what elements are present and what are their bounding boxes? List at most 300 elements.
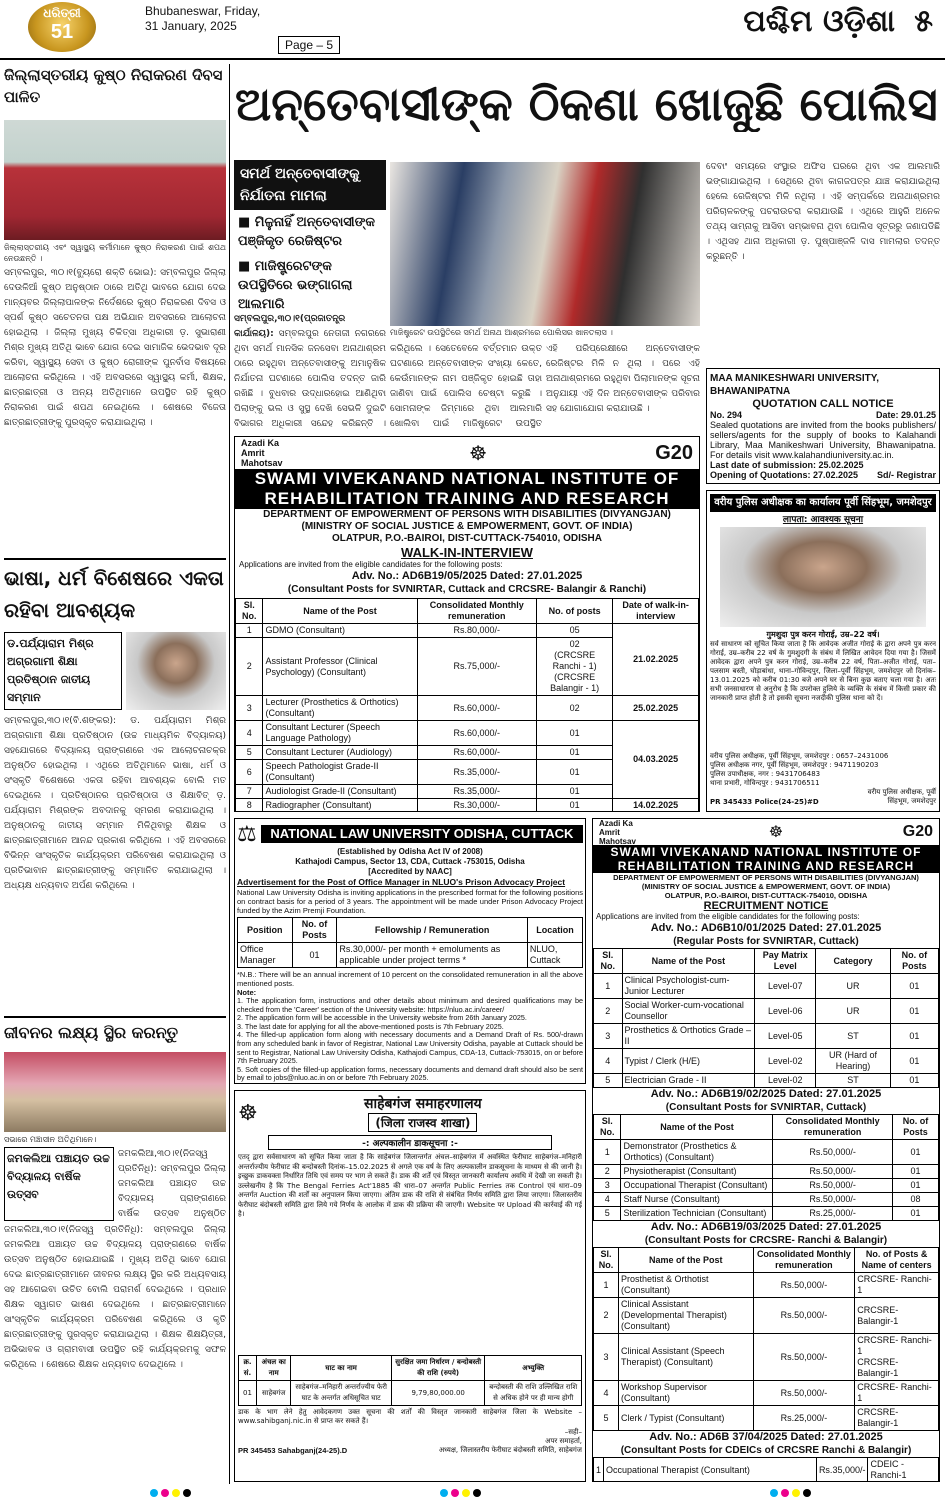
svn2-name-line1: SWAMI VIVEKANAND NATIONAL INSTITUTE OF: [610, 845, 922, 859]
police-caption: गुमशुदा पुत्र करन गोराई, उम्र–22 वर्ष।: [766, 630, 880, 639]
table-header-cell: No. of Posts: [890, 949, 938, 974]
table-row: [594, 1179, 939, 1193]
table-header-cell: Location: [527, 918, 582, 943]
table-cell: Social Worker-cum-vocational Counsellor: [622, 999, 755, 1024]
story3-caption: ସଭାରେ ମଞ୍ଚାସୀନ ଅତିଥିମାନେ।: [4, 1135, 97, 1144]
nluo-address: Kathajodi Campus, Sector 13, CDA, Cuttack -753015, Odisha: [295, 857, 525, 866]
table-cell: GDMO (Consultant): [263, 624, 417, 638]
svn1-dept: DEPARTMENT OF EMPOWERMENT OF PERSONS WITH DISABILITIES (DIVYANGJAN): [263, 509, 671, 520]
table-header-cell: क्र. सं.: [239, 1356, 257, 1381]
nluo-notes-title: Note:: [237, 988, 257, 997]
table-cell: Workshop Supervisor (Consultant): [618, 1381, 753, 1406]
table-cell: CRCSRE- Balangir-1: [855, 1298, 939, 1334]
table-cell: 01: [536, 746, 612, 760]
svn1-adv-no: Adv. No.: AD6B19/05/2025 Dated: 27.01.2025: [351, 570, 583, 582]
table-cell: Prosthetist & Orthotist (Consultant): [618, 1273, 753, 1298]
mku-subtitle: QUOTATION CALL NOTICE: [752, 398, 894, 410]
table-cell: 01: [890, 1024, 938, 1049]
nluo-adtitle: Advertisement for the Post of Office Manager in NLUO's Prison Advocacy Project: [237, 877, 566, 887]
table-cell: Electrician Grade - II: [622, 1074, 755, 1088]
table-header-cell: सुरक्षित जमा निर्धारण / बन्दोबस्ती की राशि (रुपये): [391, 1356, 485, 1381]
table-cell: CRCSRE- Ranchi-1 CRCSRE- Balangir-1: [855, 1334, 939, 1381]
svn2-dept: DEPARTMENT OF EMPOWERMENT OF PERSONS WITH DISABILITIES (DIVYANGJAN): [613, 873, 919, 882]
table-cell: 2: [594, 1165, 621, 1179]
nluo-naac: [Accredited by NAAC]: [368, 867, 452, 876]
table-cell: 5: [594, 1406, 619, 1431]
table-cell: UR: [816, 974, 891, 999]
sahib-notice: -: अल्पकालीन डाकसूचना :-: [268, 1135, 552, 1150]
nluo-note-item: 5. Soft copies of the filled-up application forms, necessary documents and demand draft should also be sent by email to jobs@nluo.ac.in on or before 7th February 2025.: [237, 1064, 583, 1083]
sahib-pr: PR 345453 Sahabganj(24-25).D: [238, 1446, 348, 1455]
table-header-cell: अंचल का नाम: [257, 1356, 291, 1381]
table-cell: 1: [594, 1458, 604, 1483]
svn2-adv2: Adv. No.: AD6B19/02/2025 Dated: 27.01.2025: [650, 1088, 882, 1100]
police-head: वरीय पुलिस अधीक्षक का कार्यालय पूर्वी सिंहभूम, जमशेदपुर: [710, 494, 936, 512]
table-header-cell: Fellowship / Remuneration: [337, 918, 528, 943]
table-cell: साहेबगंज–मनिहारी अन्तर्राज्यीय फेरी घाट के अन्तर्गत अधिसूचित घाट: [291, 1381, 391, 1406]
lead-headline: ଅନ୍ତେବାସୀଙ୍କ ଠିକଣା ଖୋଜୁଛି ପୋଲିସ: [235, 77, 938, 131]
sahib-footer: डाक के भाग लेने हेतु आवेदकगण उक्त सूचना की शर्तों की विस्तृत जानकारी साहेबगंज जिला के Website – www.sahibganj.nic.in से प्राप्त कर सकते हैं।: [238, 1408, 582, 1425]
story2-box: ଡ.ପର୍ଯ୍ୟାରାମ ମିଶ୍ର ଅଗ୍ରଗାମୀ ଶିକ୍ଷା ପ୍ରତିଷ୍ଠାନ ଜାତୀୟ ସମ୍ମାନ: [4, 632, 122, 710]
table-header-cell: No. of Posts & Name of centers: [855, 1248, 939, 1273]
lead-body-3: ଏହି ପରିପ୍ରେକ୍ଷୀରେ ଅନ୍ତେବାସୀଙ୍କ ରେଜିଷ୍ଟର ମିଳି ନ ଥିଲା । ପରେ ଏହି ଅନାଥାଶ୍ରମରେ ରହୁଥିବା ପିଲାମାନଙ୍କ ସୂଚନା ଅନୁଯାୟୀ ଏହି ଦିନ ଅନ୍ତେବାସୀଙ୍କ ପରିବାର ସହ ଯୋଗାଯୋଗ କରାଯାଉଛି ।: [546, 344, 700, 414]
mku-last-date: Last date of submission: 25.02.2025: [710, 460, 864, 470]
header-rule: [0, 58, 945, 60]
table-cell: 01: [890, 999, 938, 1024]
table-row: [594, 1298, 939, 1334]
table-cell: 7: [236, 785, 263, 799]
table-cell: Rs.50,000/-: [753, 1273, 855, 1298]
table-row: [594, 1074, 939, 1088]
police-pr: PR 345433 Police(24-25)#D: [710, 798, 819, 806]
registration-dot: [183, 1489, 191, 1497]
table-cell: 4: [594, 1193, 621, 1207]
table-cell: Level-02: [755, 1074, 816, 1088]
table-cell: 02: [536, 696, 612, 721]
table-row: [594, 1381, 939, 1406]
table-cell: 2: [236, 638, 263, 696]
table-cell: Lecturer (Prosthetics & Orthotics) (Consultant): [263, 696, 417, 721]
table-header-cell: Position: [238, 918, 293, 943]
nluo-note-item: [237, 1083, 583, 1084]
table-header-cell: Pay Matrix Level: [755, 949, 816, 974]
mku-title: MAA MANIKESHWARI UNIVERSITY, BHAWANIPATNA: [710, 373, 880, 397]
sahib-sub: (जिला राजस्व शाखा): [368, 1113, 477, 1132]
table-cell: Level-07: [755, 974, 816, 999]
nluo-note-item: 3. The last date for applying for all the above-mentioned posts is 7th February 2025.: [237, 1021, 504, 1031]
table-cell: 2: [594, 1298, 619, 1334]
table-cell: Occupational Therapist (Consultant): [621, 1179, 773, 1193]
sahib-table: [238, 1355, 582, 1406]
azadi-logo-2: Azadi Ka Amrit Mahotsav: [599, 818, 636, 846]
table-cell: Rs.25,000/-: [753, 1406, 855, 1431]
story2-headline: ଭାଷା, ଧର୍ମ ବିଶେଷରେ ଏକତା ରହିବା ଆବଶ୍ୟକ: [4, 566, 224, 622]
lead-body-1: [234, 312, 386, 430]
table-cell: Clerk / Typist (Consultant): [618, 1406, 753, 1431]
svn1-name-line1: SWAMI VIVEKANAND NATIONAL INSTITUTE OF: [254, 469, 680, 488]
jharkhand-emblem-icon: ☸: [238, 1100, 258, 1125]
table-row: [594, 999, 939, 1024]
svn2-adv2-sub: (Consultant Posts for SVNIRTAR, Cuttack): [665, 1102, 867, 1113]
lead-body-1-text: ସମ୍ବଲପୁର ନେତାଜୀ ନଗରରେ ଥିବା ସମର୍ଥ ମାନସିକ ଜନସେବା ଅନାଥାଶ୍ରମ ଠାରେ ରହୁଥିବା ଅନ୍ତେବାସୀଙ୍କୁ ଅମାନୁଷିକ ନିର୍ଯାତନା ଘଟଣାରେ ପୋଲିସ ତଦନ୍ତ ଜାରି ରଖିଛି । ବୁଧବାର ଉଦ୍ଧାରହୋଇ ଆଣିଥିବା ପିଲାଙ୍କୁ ଭଲ ଓ ସୁସ୍ଥ ଦେଖି ସେଭଳି ଦୁଇଟି ବିଭାଗର ଅଧିକାରୀ ସନ୍ଦେହ କରିଛନ୍ତି ।: [234, 329, 386, 429]
nluo-intro: National Law University Odisha is inviting applications in the prescribed format for the following positions on contract basis for a period of 3 years. The appointment will be made under Prison Advocacy Project funded by the Azim Premji Foundation.: [237, 888, 584, 915]
table-cell: Audiologist Grade-II (Consultant): [263, 785, 417, 799]
table-cell: 01: [536, 799, 612, 813]
table-cell: 01: [890, 974, 938, 999]
svn1-ministry: (MINISTRY OF SOCIAL JUSTICE & EMPOWERMENT, GOVT. OF INDIA): [301, 521, 633, 532]
police-sub: लापता: आवश्यक सूचना: [782, 515, 864, 525]
table-cell: Rs.50,000/-: [753, 1298, 855, 1334]
registration-dot: [161, 1489, 169, 1497]
table-cell: 1: [594, 974, 623, 999]
table-header-cell: Name of the Post: [622, 949, 755, 974]
lead-highlight-box: [234, 160, 386, 317]
table-cell: बन्दोबस्ती की राशि उल्लिखित राशि से अधिक होने पर ही मान्य होगी: [485, 1381, 582, 1406]
table-header-cell: घाट का नाम: [291, 1356, 391, 1381]
table-header-cell: Sl. No.: [594, 1248, 619, 1273]
column-divider: [229, 64, 230, 1484]
table-cell: Rs.30,000/-: [417, 799, 536, 813]
svn1-adv-sub: (Consultant Posts for SVNIRTAR, Cuttack and CRCSRE- Balangir & Ranchi): [287, 584, 647, 595]
ad-sahibganj: [234, 1090, 586, 1482]
divider: [4, 558, 226, 560]
svn1-invite: Applications are invited from the eligible candidates for the following posts:: [239, 560, 503, 569]
table-cell: 01: [892, 1165, 938, 1179]
nluo-note-item: 2. The application form will be accessible in the University website from 26th January 2025.: [237, 1013, 527, 1023]
logo-anniversary-number: 51: [50, 21, 74, 43]
table-cell: 08: [892, 1193, 938, 1207]
table-header-cell: Consolidated Monthly remuneration: [753, 1248, 855, 1273]
table-cell: 3: [594, 1334, 619, 1381]
table-row: [236, 799, 699, 813]
story3-body-top: ଜମକଲିଆ,୩୦।୧(ନିଜସ୍ୱ ପ୍ରତିନିଧି): ସମ୍ବଲପୁର ଜିଲ୍ଲା ଜମକଲିଆ ପଞ୍ଚାୟତ ଉଚ୍ଚ ବିଦ୍ୟାଳୟ ପ୍ରାଙ୍ଗଣରେ ବାର୍ଷିକ ଉତ୍ସବ ଅନୁଷ୍ଠିତ: [118, 1149, 226, 1219]
sahib-body: एतद् द्वारा सर्वसाधारण को सूचित किया जाता है कि साहेबगंज जिलान्तर्गत अंचल–साहेबगंज में अवस्थित फेरीघाट साहेबगंज–मनिहारी अन्तर्राज्यीय फेरीघाट की बन्दोबस्ती दिनांक–15.02.2025 से अगले एक वर्ष के लिए अल्पकालीन डाकसूचना के माध्यम से की जानी है। इच्छुक डाकवक्ता निर्धारित तिथि एवं समय पर भाग ले सकते हैं। डाक की शर्तें एवं विस्तृत जानकारी कार्यालय अवधि में देखी जा सकती है। उल्लेखनीय है कि The Bengal Ferries Act'1885 की धारा–07 अन्तर्गत Public Ferries तक Control एवं धारा–09 अन्तर्गत Auction की शर्तों का अनुपालन किया जाएगा। अंतिम डाक की राशि से संबंधित निर्णय समिति द्वारा लिया जाएगा। जिलास्तरीय फेरीघाट बंदोबस्ती समिति द्वारा लिये गये निर्णय के आलोक में डाक की प्रक्रिया की जाएगी। Website पर Upload की कार्रवाई की गई है।: [238, 1153, 582, 1218]
table-cell: Level-06: [755, 999, 816, 1024]
table-cell: Sterilization Technician (Consultant): [621, 1207, 773, 1221]
table-cell: 01: [890, 1049, 938, 1074]
nluo-name: NATIONAL LAW UNIVERSITY ODISHA, CUTTACK: [261, 825, 583, 843]
story1-photo: [4, 120, 226, 240]
nluo-note-item: 1. The application form, instructions and other details about minimum and desired qualifications may be checked from the 'Career' section of the University website: https://nluo.ac.in/career/: [237, 996, 583, 1014]
ad-svnirtar-walkin: [234, 436, 700, 812]
table-cell: 01: [892, 1179, 938, 1193]
table-cell: Rs.60,000/-: [417, 721, 536, 746]
interview-date-cell: 14.02.2025: [613, 799, 699, 813]
table-cell: Rs.60,000/-: [417, 746, 536, 760]
svn2-recruit: RECRUITMENT NOTICE: [703, 900, 829, 912]
table-cell: 6: [236, 760, 263, 785]
table-cell: Rs.50,000/-: [773, 1179, 893, 1193]
table-cell: Clinical Assistant (Developmental Therapist) (Consultant): [618, 1298, 753, 1334]
table-cell: Physiotherapist (Consultant): [621, 1165, 773, 1179]
story3-body: ଜମକଲିଆ,୩୦।୧(ନିଜସ୍ୱ ପ୍ରତିନିଧି): ସମ୍ବଲପୁର ଜିଲ୍ଲା ଜମକଲିଆ ପଞ୍ଚାୟତ ଉଚ୍ଚ ବିଦ୍ୟାଳୟ ପ୍ରାଙ୍ଗଣରେ ବାର୍ଷିକ ଉତ୍ସବ ଅନୁଷ୍ଠିତ ହୋଇଯାଇଛି । ମୁଖ୍ୟ ଅତିଥି ଭାବେ ଯୋଗ ଦେଇ ଛାତ୍ରଛାତ୍ରୀମାନେ ଜୀବନର ଲକ୍ଷ୍ୟ ସ୍ଥିର କରି ଅଧ୍ୟବସାୟ ସହ ଆଗେଇବା ଉଚିତ ବୋଲି ପରାମର୍ଶ ଦେଇଥିଲେ । ପ୍ରଧାନ ଶିକ୍ଷକ ସ୍ୱାଗତ ଭାଷଣ ଦେଇଥିଲେ । ଛାତ୍ରଛାତ୍ରୀମାନେ ସାଂସ୍କୃତିକ କାର୍ଯ୍ୟକ୍ରମ ପରିବେଷଣ କରିଥିଲେ ଓ କୃତି ଛାତ୍ରଛାତ୍ରୀଙ୍କୁ ପୁରସ୍କୃତ କରାଯାଇଥିଲା । ଶିକ୍ଷକ ଶିକ୍ଷୟିତ୍ରୀ, ଅଭିଭାବକ ଓ ଗ୍ରାମବାସୀ ଉପସ୍ଥିତ ରହି କାର୍ଯ୍ୟକ୍ରମକୁ ସଫଳ କରିଥିଲେ । ଶେଷରେ ଶିକ୍ଷକ ଧନ୍ୟବାଦ ଦେଇଥିଲେ ।: [4, 1225, 226, 1370]
table-cell: 5: [594, 1074, 623, 1088]
table-cell: Typist / Clerk (H/E): [622, 1049, 755, 1074]
table-cell: Rs.50,000/-: [753, 1334, 855, 1381]
table-cell: NLUO, Cuttack: [527, 943, 582, 968]
table-cell: 8: [236, 799, 263, 813]
table-cell: Rs.50,000/-: [773, 1165, 893, 1179]
nluo-table: [237, 917, 583, 968]
svn1-name: [235, 469, 699, 509]
table-header-cell: Sl. No.: [594, 949, 623, 974]
table-cell: Rs.30,000/- per month + emoluments as applicable under project terms *: [337, 943, 528, 968]
page-label: Page – 5: [278, 36, 340, 54]
mku-date: Date: 29.01.25: [875, 410, 936, 420]
registration-marks-center: [440, 1482, 484, 1492]
svn2-ministry: (MINISTRY OF SOCIAL JUSTICE & EMPOWERMENT, GOVT. OF INDIA): [641, 882, 891, 891]
svn2-adv4-sub: (Consultant Posts for CDEICs of CRCSRE Ranchi & Balangir): [620, 1445, 912, 1456]
registration-dot: [473, 1489, 481, 1497]
emblem-icon: ☸: [469, 442, 488, 465]
table-row: [594, 1273, 939, 1298]
svn2-adv3-sub: (Consultant Posts for CRCSRE- Ranchi & Balangir): [644, 1235, 888, 1246]
table-cell: Radiographer (Consultant): [263, 799, 417, 813]
story3-photo: [4, 1052, 226, 1132]
table-cell: 2: [594, 999, 623, 1024]
table-header-cell: Sl. No.: [594, 1115, 621, 1140]
table-cell: Staff Nurse (Consultant): [621, 1193, 773, 1207]
svn2-address: OLATPUR, P.O.-BAIROI, DIST-CUTTACK-754010, ODISHA: [664, 891, 868, 900]
table-row: [594, 1406, 939, 1431]
table-cell: Rs.35,000/-: [417, 785, 536, 799]
table-cell: 01: [892, 1207, 938, 1221]
lead-body-2: କରିଥିଲେ । ସେତେବେଳେ ବର୍ତ୍ତମାନ ଉକ୍ତ ଘଟଣାରେ ଅନ୍ତେବାସୀଙ୍କ ସଂଖ୍ୟା କେତେ, କେଉଁମାନଙ୍କ ନାମ ପଞ୍ଜିକୃତ ହୋଇଛି ତାହା ଜାଣିବା ପାଇଁ ପୋଲିସ ଚେଷ୍ଟା କରୁଛି । ସୋମନାଙ୍କ ଜିମ୍ମାରେ ଥିବା ଆଲମାରି ଖୋଲିବା ପାଇଁ ମାଜିଷ୍ଟ୍ରେଟ ଉପସ୍ଥିତ: [390, 344, 542, 429]
table-cell: 01: [890, 1074, 938, 1088]
table-cell: साहेबगंज: [257, 1381, 291, 1406]
table-row: [594, 1458, 939, 1483]
nluo-est: (Established by Odisha Act IV of 2008): [337, 847, 483, 856]
story2-body: ସମ୍ବଲପୁର,୩୦।୧(ବି.ଶଙ୍କର): ଡ. ପର୍ଯ୍ୟାରାମ ମିଶ୍ର ଅଗ୍ରଗାମୀ ଶିକ୍ଷା ପ୍ରତିଷ୍ଠାନ (ଉଚ୍ଚ ମାଧ୍ୟମିକ ବିଦ୍ୟାଳୟ) ସହଯୋଗରେ ବିଦ୍ୟାଳୟ ପ୍ରାଙ୍ଗଣରେ ଏକ ଆଲୋଚନାଚକ୍ର ଅନୁଷ୍ଠିତ ହୋଇଥିଲା । ଏଥିରେ ଅତିଥିମାନେ ଭାଷା, ଧର୍ମ ଓ ସଂସ୍କୃତି ବିଶେଷରେ ଏକତା ରହିବା ଆବଶ୍ୟକ ବୋଲି ମତ ଦେଇଥିଲେ । ପ୍ରତିଷ୍ଠାନର ପ୍ରତିଷ୍ଠାତା ଓ ଶିକ୍ଷାବିତ୍ ଡ଼. ପର୍ଯ୍ୟାରାମ ମିଶ୍ରଙ୍କ ଅବଦାନକୁ ସ୍ମରଣ କରାଯାଇଥିଲା । ଅନୁଷ୍ଠାନକୁ ଜାତୀୟ ସମ୍ମାନ ମିଳିଥିବାରୁ ଶିକ୍ଷକ ଓ ଛାତ୍ରଛାତ୍ରୀମାନେ ଆନନ୍ଦ ପ୍ରକାଶ କରିଥିଲେ । ଏହି ଅବସରରେ ବିଭିନ୍ନ ସାଂସ୍କୃତିକ କାର୍ଯ୍ୟକ୍ରମ ପରିବେଷଣ କରାଯାଇଥିଲା ଓ ପ୍ରତିଭାବାନ ଛାତ୍ରଛାତ୍ରୀଙ୍କୁ ସମ୍ମାନିତ କରାଯାଇଥିଲା । ଅଧ୍ୟକ୍ଷ ଧନ୍ୟବାଦ ଅର୍ପଣ କରିଥିଲେ ।: [4, 716, 226, 891]
table-header-cell: No. of Posts: [292, 918, 337, 943]
table-header-cell: No. of Posts: [892, 1115, 938, 1140]
registration-marks-right: [770, 1482, 814, 1492]
table-header-cell: अभ्युक्ति: [485, 1356, 582, 1381]
g20-logo-2: G20: [902, 823, 933, 840]
table-row: [594, 1334, 939, 1381]
table-header-cell: Consolidated Monthly remuneration: [417, 599, 536, 624]
table-header-cell: Name of the Post: [618, 1248, 753, 1273]
registration-dot: [803, 1489, 811, 1497]
table-cell: 02 (CRCSRE Ranchi - 1) (CRCSRE Balangir - 1): [536, 638, 612, 696]
table-cell: ST: [816, 1024, 891, 1049]
table-cell: Level-05: [755, 1024, 816, 1049]
story1-body: ସମ୍ବଲପୁର, ୩୦।୧(ବ୍ୟୁରୋ ଶକ୍ତି ଭୋଇ): ସମ୍ବଲପୁର ଜିଲ୍ଲା ଦେଉଳିଆଁ କୁଷ୍ଠ ଅନୁଷ୍ଠାନ ଠାରେ ଅତିଥି ଭାବରେ ଯୋଗ ଦେଇ ମାନ୍ୟବର ଜିଲ୍ଲାପାଳଙ୍କ ନିର୍ଦେଶରେ କୁଷ୍ଠ ନିରାକରଣ ଦିବସ ଓ ସ୍ପର୍ଶ କୁଷ୍ଠ ସଚେତନତା ପକ୍ଷ ଅଭିଯାନ ଅବସରରେ ଆଲୋଚନା ହୋଇଥିଲା । ଜିଲ୍ଲା ମୁଖ୍ୟ ଚିକିତ୍ସା ଅଧିକାରୀ ଡ଼. ସୁଭାରାଣୀ ମିଶ୍ର ମୁଖ୍ୟ ଅତିଥି ଭାବେ ଯୋଗ ଦେଇ ସାମାଜିକ ଭେଦଭାବ ଦୂର କରିବା, ସ୍ୱାସ୍ଥ୍ୟ ସେବା ଓ କୁଷ୍ଠ ରୋଗୀଙ୍କ ପୁନର୍ବାସ ବିଷୟରେ ଆଲୋଚନା କରିଥିଲେ । ଏହି ଅବସରରେ ସ୍ୱାସ୍ଥ୍ୟ କର୍ମୀ, ଶିକ୍ଷକ, ଛାତ୍ରଛାତ୍ରୀ ଓ ଅନ୍ୟ ଅତିଥିମାନେ ଉପସ୍ଥିତ ରହି କୁଷ୍ଠ ନିରାକରଣ ପାଇଁ ଶପଥ ନେଇଥିଲେ । ଶେଷରେ ବିଜେତା ଛାତ୍ରଛାତ୍ରୀଙ୍କୁ ପୁରସ୍କୃତ କରାଯାଇଥିଲା ।: [4, 268, 226, 428]
svn2-name: [593, 845, 939, 873]
story1-caption: ଜିଲ୍ଲାସ୍ତରୀୟ ଏବଂ ସ୍ୱାସ୍ଥ୍ୟ କର୍ମୀମାନେ କୁଷ୍ଠ ନିରାକରଣ ପାଇଁ ଶପଥ ନେଉଛନ୍ତି ।: [4, 243, 226, 263]
ad-nluo: [234, 818, 586, 1084]
table-cell: 05: [536, 624, 612, 638]
table-cell: Occupational Therapist (Consultant): [604, 1458, 817, 1483]
table-row: [594, 1165, 939, 1179]
table-cell: 3: [594, 1024, 623, 1049]
mku-body: Sealed quotations are invited from the books publishers/ sellers/agents for the supply of books to Kalahandi Library, Maa Manikeshwari University, Bhawanipatna. For details visit www.kalahandiuniversity.ac.in.: [710, 420, 936, 460]
table-cell: 4: [236, 721, 263, 746]
sahib-sign: –सही– अपर समाहर्ता, अध्यक्ष, जिलास्तरीय फेरीघाट बंदोबस्ती समिति, साहेबगंज: [438, 1428, 582, 1454]
table-cell: Consultant Lecturer (Speech Language Pathology): [263, 721, 417, 746]
lead-photo: [390, 162, 700, 326]
svn1-name-line2: REHABILITATION TRAINING AND RESEARCH: [264, 489, 670, 508]
g20-logo: G20: [655, 441, 693, 464]
table-row: [236, 696, 699, 721]
svn2-name-line2: REHABILITATION TRAINING AND RESEARCH: [617, 859, 915, 873]
mku-no: No. 294: [710, 410, 743, 420]
table-row: [594, 1193, 939, 1207]
table-header-cell: Date of walk-in-interview: [613, 599, 699, 624]
ad-police-missing: [706, 490, 940, 812]
table-cell: Assistant Professor (Clinical Psychology) (Consultant): [263, 638, 417, 696]
table-header-cell: Name of the Post: [621, 1115, 773, 1140]
table-cell: Rs.35,000/-: [816, 1458, 868, 1483]
registration-dot: [781, 1489, 789, 1497]
table-row: [594, 974, 939, 999]
nluo-note-item: 4. The filled-up application form along with necessary documents and a Demand Draft of Rs. 500/-drawn from any scheduled bank in favor of Registrar, National Law University Odisha, payable at Cuttack should be sent to Registrar, National Law University Odisha, Kathajodi Campus, CDA-13, Cuttack-753015, on or before 7th February 2025.: [237, 1030, 583, 1066]
svn2-invite: Applications are invited from the eligible candidates for the following posts:: [596, 912, 860, 921]
svn2-adv3: Adv. No.: AD6B19/03/2025 Dated: 27.01.2025: [650, 1221, 882, 1233]
interview-date-cell: 21.02.2025: [613, 624, 699, 696]
table-cell: CRCSRE- Balangir-1: [855, 1406, 939, 1431]
table-header-cell: Category: [816, 949, 891, 974]
lead-dateline: ସମ୍ବଲପୁର,୩୦।୧(ପ୍ରଜାତନ୍ତ୍ର କାର୍ଯାଳୟ):: [234, 314, 346, 339]
registration-dot: [462, 1489, 470, 1497]
table-cell: Rs.50,000/-: [773, 1193, 893, 1207]
ad-mku-quotation: [706, 368, 940, 484]
table-cell: Clinical Psychologist-cum-Junior Lecturer: [622, 974, 755, 999]
emblem-icon-2: ☸: [768, 824, 784, 841]
table-cell: Rs.60,000/-: [417, 696, 536, 721]
table-cell: 1: [236, 624, 263, 638]
table-cell: CDEIC - Ranchi-1: [868, 1458, 939, 1483]
lead-box-head: ସମର୍ଥ ଅନ୍ତେବାସୀଙ୍କୁ ନିର୍ଯାତନା ମାମଲା: [234, 160, 386, 210]
table-cell: 3: [594, 1179, 621, 1193]
table-row: [594, 1207, 939, 1221]
story3-box: ଜମକଲିଆ ପଞ୍ଚାୟତ ଉଚ୍ଚ ବିଦ୍ୟାଳୟ ବାର୍ଷିକ ଉତ୍ସବ: [4, 1147, 114, 1221]
table-cell: UR (Hard of Hearing): [816, 1049, 891, 1074]
table-cell: CRCSRE- Ranchi-1: [855, 1273, 939, 1298]
azadi-logo: Azadi Ka Amrit Mahotsav: [241, 438, 283, 468]
table-header-cell: Sl. No.: [236, 599, 263, 624]
police-sign: वरीय पुलिस अधीक्षक, पूर्वी सिंहभूम, जमशेदपुर: [867, 788, 936, 805]
table-cell: CRCSRE- Ranchi-1: [855, 1381, 939, 1406]
nluo-emblem-icon: ⚖: [237, 821, 257, 846]
svn2-adv1: Adv. No.: AD6B10/01/2025 Dated: 27.01.2025: [650, 922, 882, 934]
svn2-table4: [593, 1457, 939, 1482]
police-contacts: वरीय पुलिस अधीक्षक, पूर्वी सिंहभूम, जमशेदपुर : 0657–2431006 पुलिस अधीक्षक नगर, पूर्वी सिंहभूम, जमशेदपुर : 9471190203 पुलिस उपाधीक्षक, नगर : 9431706483 थाना प्रभारी, गोविन्दपुर : 9431706511: [710, 752, 889, 787]
registration-dot: [770, 1489, 778, 1497]
missing-person-photo: [720, 527, 926, 627]
svn2-adv4: Adv. No.: AD6B 37/04/2025 Dated: 27.01.2025: [649, 1431, 883, 1443]
table-cell: 01: [292, 943, 337, 968]
table-cell: Demonstrator (Prosthetics & Orthotics) (Consultant): [621, 1140, 773, 1165]
table-header-cell: Name of the Post: [263, 599, 417, 624]
nluo-note: *N.B.: There will be an annual increment of 10 percent on the consolidated remuneration in all the above mentioned posts.: [237, 970, 583, 988]
svn2-table3: [593, 1247, 939, 1431]
table-cell: Rs.35,000/-: [417, 760, 536, 785]
registration-dot: [440, 1489, 448, 1497]
nluo-notes: [237, 997, 583, 1084]
dateline: [145, 4, 260, 34]
table-row: [594, 1024, 939, 1049]
table-cell: 1: [594, 1273, 619, 1298]
divider: [4, 1016, 226, 1018]
table-cell: Office Manager: [238, 943, 293, 968]
svn2-adv1-sub: (Regular Posts for SVNIRTAR, Cuttack): [673, 936, 859, 947]
table-cell: UR: [816, 999, 891, 1024]
table-row: [236, 721, 699, 746]
left-column: [4, 64, 226, 1484]
interview-date-cell: 25.02.2025: [613, 696, 699, 721]
table-cell: 01: [536, 721, 612, 746]
table-cell: 01: [536, 785, 612, 799]
sahib-head: साहेबगंज समाहरणालय: [364, 1096, 482, 1112]
interview-date-cell: 04.03.2025: [613, 721, 699, 799]
table-header-cell: Consolidated Monthly remuneration: [773, 1115, 893, 1140]
date-line-2: 31 January, 2025: [145, 19, 237, 33]
table-cell: ST: [816, 1074, 891, 1088]
logo-text: ଧରିତ୍ରୀ: [43, 6, 81, 20]
table-cell: Rs.50,000/-: [753, 1381, 855, 1406]
table-cell: 5: [594, 1207, 621, 1221]
table-cell: Clinical Assistant (Speech Therapist) (Consultant): [618, 1334, 753, 1381]
table-cell: 4: [594, 1049, 623, 1074]
page-number: ୫: [914, 4, 933, 39]
date-line-1: Bhubaneswar, Friday,: [145, 4, 261, 18]
registration-dot: [150, 1489, 158, 1497]
registration-dot: [451, 1489, 459, 1497]
svn2-table1: [593, 948, 939, 1088]
lead-photo-caption: ମାଜିଷ୍ଟ୍ରେଟ ଉପସ୍ଥିତିରେ ସମର୍ଥ ଅନାଥ ଆଶ୍ରମରେ ପୋଲିସର ଖାନତଲାସ ।: [390, 328, 613, 337]
table-cell: 1: [594, 1140, 621, 1165]
table-cell: Consultant Lecturer (Audiology): [263, 746, 417, 760]
table-cell: 4: [594, 1381, 619, 1406]
story3-headline: ଜୀବନର ଲକ୍ଷ୍ୟ ସ୍ଥିର କରନ୍ତୁ: [4, 1023, 179, 1042]
table-cell: Rs.50,000/-: [773, 1140, 893, 1165]
table-cell: Level-02: [755, 1049, 816, 1074]
registration-dot: [792, 1489, 800, 1497]
table-cell: 5: [236, 746, 263, 760]
table-row: [594, 1140, 939, 1165]
table-cell: Rs.25,000/-: [773, 1207, 893, 1221]
table-cell: 01: [892, 1140, 938, 1165]
table-row: [236, 624, 699, 638]
registration-dot: [172, 1489, 180, 1497]
newspaper-logo: [28, 2, 96, 52]
table-cell: 01: [536, 760, 612, 785]
table-cell: 3: [236, 696, 263, 721]
table-row: [594, 1049, 939, 1074]
table-cell: Speech Pathologist Grade-II (Consultant): [263, 760, 417, 785]
svn1-address: OLATPUR, P.O.-BAIROI, DIST-CUTTACK-754010, ODISHA: [331, 533, 603, 544]
table-cell: 01: [239, 1381, 257, 1406]
registration-marks-left: [150, 1482, 194, 1492]
ad-svnirtar-recruitment: [592, 818, 940, 1482]
table-cell: 9,79,80,000.00: [391, 1381, 485, 1406]
section-title: ପଶ୍ଚିମ ଓଡ଼ିଶା: [743, 4, 895, 39]
svn1-table: [235, 598, 699, 812]
police-body: सर्व साधारण को सूचित किया जाता है कि आवेदक अजीत गोराई के द्वारा अपने पुत्र करन गोराई, उम्र–करीब 22 वर्ष के गुमशुदगी के संबंध में लिखित आवेदन दिया गया है। जिसमें आवेदक द्वारा अपने पुत्र करन गोराई, उम्र–करीब 22 वर्ष, पिता–अजीत गोराई, पता–पलसाम बस्ती, घोड़ाबांधा, थाना–गोविन्दपुर, जिला–पूर्वी सिंहभूम, जमशेदपुर जो दिनांक–13.01.2025 को करीब 01:30 बजे अपने घर से बिना कुछ बताए चला गया है। अतः सभी जनसाधारण से अनुरोध है कि उपरोक्त हुलिये के व्यक्ति के संबंध में किसी प्रकार की जानकारी प्राप्त होती है तो इसकी सूचना नजदीकी पुलिस थाना को दें।: [710, 640, 936, 702]
story2-portrait: [126, 632, 226, 710]
svn1-walkin: WALK-IN-INTERVIEW: [401, 545, 533, 560]
table-cell: Rs.80,000/-: [417, 624, 536, 638]
mku-sign: Sd/- Registrar: [876, 470, 936, 480]
mku-opening: Opening of Quotations: 27.02.2025: [710, 470, 859, 480]
lead-body-4: ଦେବାଂ ସମୟରେ ସଂସ୍ଥାର ଅଫିସ ଘରରେ ଥିବା ଏକ ଆଲମାରି ଭଙ୍ଗାଯାଇଥିଲା । ସେଥିରେ ଥିବା କାଗଜପତ୍ର ଯାଞ୍ଚ କରାଯାଇଥିଲା ହେଲେ ରେଜିଷ୍ଟର ମିଳି ନଥିଲା । ଏହି ସମ୍ପର୍କରେ ଅନାଥାଶ୍ରମର ପରିଚାଳକଙ୍କୁ ପଚରାଉଚରା କରାଯାଉଛି । ଏଥିରେ ଆହୁରି ଅନେକ ତଥ୍ୟ ସାମ୍ନାକୁ ଆସିବା ସମ୍ଭାବନା ଥିବା ପୋଲିସ ସୂତ୍ରରୁ ଜଣାପଡିଛି । ଏଥିସହ ଥାନା ଅଧିକାରୀ ଡ଼. ପୁଷ୍ପାଞ୍ଜଳି ଦାସ ମାମଲାର ତଦନ୍ତ କରୁଛନ୍ତି ।: [706, 162, 940, 262]
lead-bullet-1: ■ ମିଳୁନାହିଁ ଅନ୍ତେବାସୀଙ୍କ ପଞ୍ଜିକୃତ ରେଜିଷ୍ଟର: [238, 215, 375, 249]
lead-bullet-2: ■ ମାଜିଷ୍ଟ୍ରେଟଙ୍କ ଉପସ୍ଥିତିରେ ଭଙ୍ଗାଗଲା ଆଲମାରି: [238, 259, 353, 312]
table-header-cell: No. of posts: [536, 599, 612, 624]
table-cell: Prosthetics & Orthotics Grade – II: [622, 1024, 755, 1049]
story1-headline: ଜିଲ୍ଲାସ୍ତରୀୟ କୁଷ୍ଠ ନିରାକରଣ ଦିବସ ପାଳିତ: [4, 66, 223, 106]
